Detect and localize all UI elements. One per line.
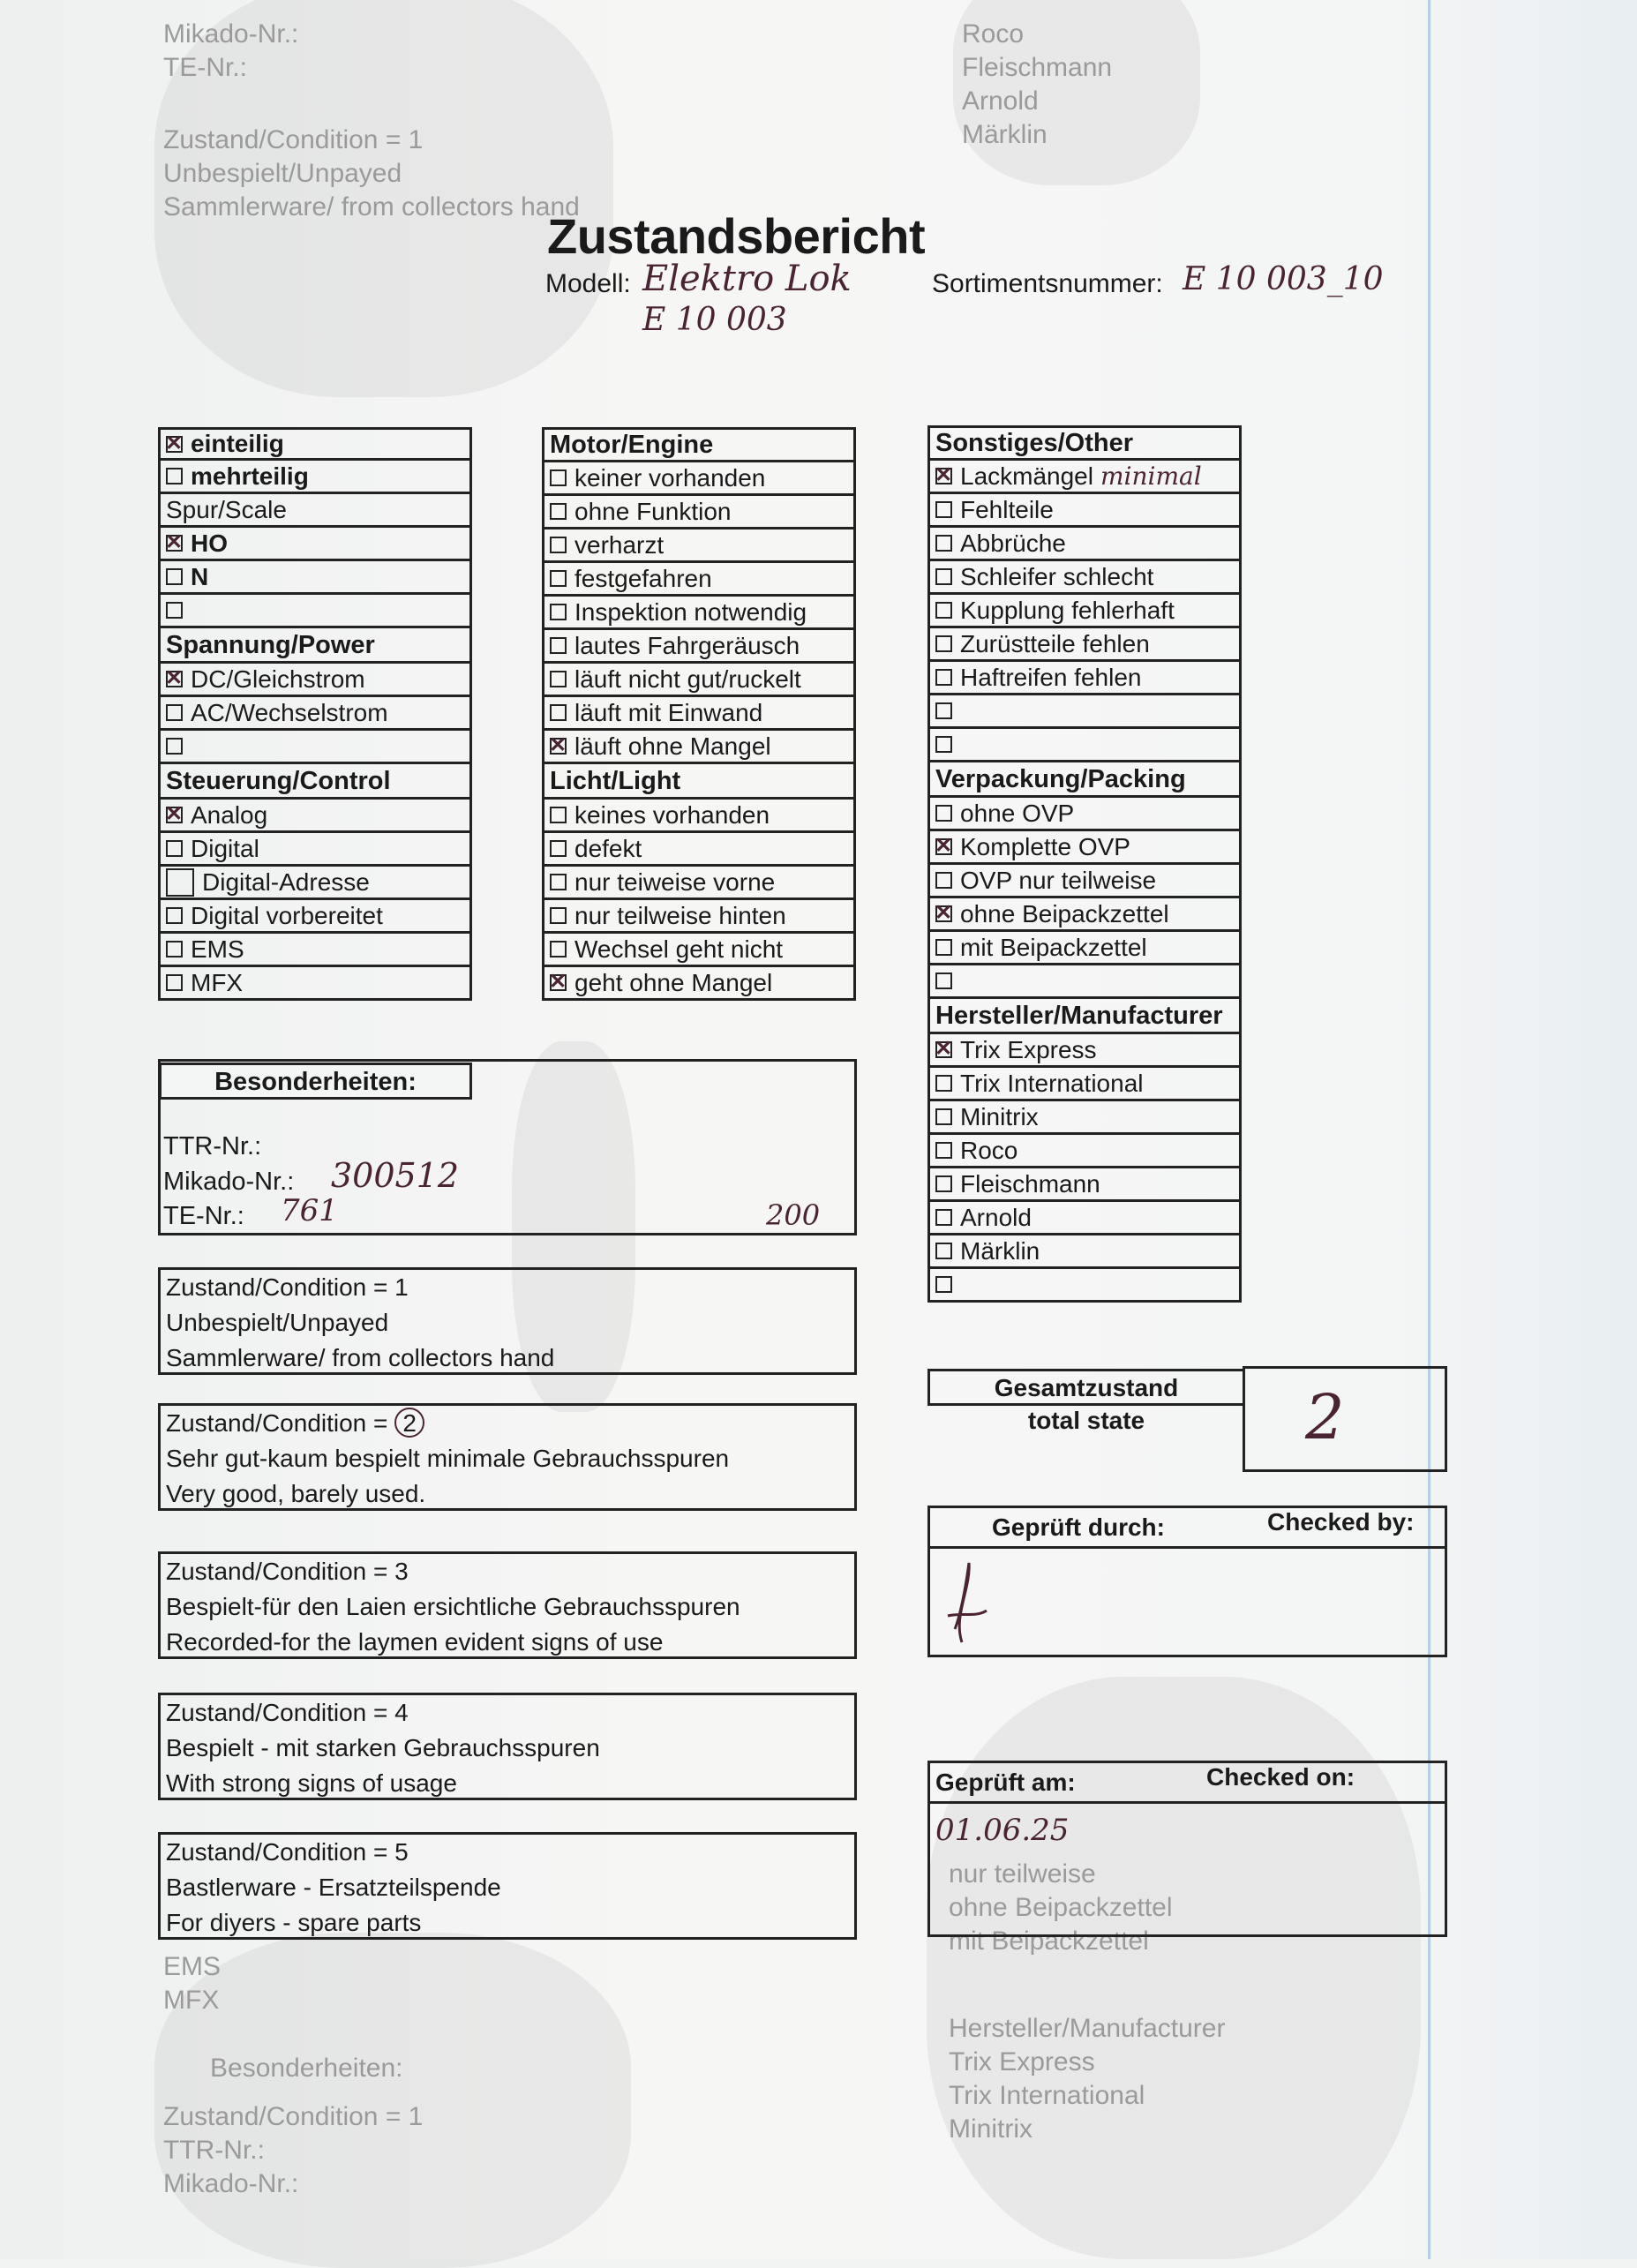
checkbox-row[interactable] [542,496,856,529]
condition-description: For diyers - spare parts [166,1909,422,1936]
condition-box[interactable] [158,1551,857,1659]
row-label: EMS [191,935,244,963]
condition-heading [161,1695,854,1731]
section-header [542,764,856,800]
mikado-label: Mikado-Nr.: [163,1168,295,1196]
checkbox-row[interactable] [542,697,856,731]
checkbox[interactable] [935,736,952,753]
checkbox[interactable] [166,704,183,721]
row-label: Trix Express [960,1035,1097,1063]
label-row [158,494,472,528]
checkbox[interactable] [550,537,567,553]
checkbox-row[interactable] [927,662,1242,695]
column-other-packing-manufacturer [927,425,1242,1303]
row-label: Trix International [960,1069,1144,1097]
condition-heading [161,1270,854,1305]
row-label: geht ohne Mangel [574,968,773,996]
checkbox[interactable] [550,807,567,823]
row-label: Licht/Light [550,766,681,795]
condition-description: Sammlerware/ from collectors hand [166,1344,555,1371]
row-label: Minitrix [960,1102,1039,1130]
row-label: lautes Fahrgeräusch [574,631,800,659]
checkbox-checked[interactable] [166,671,183,687]
checked-on-box[interactable] [927,1761,1447,1937]
checkbox-checked[interactable] [550,738,567,755]
checkbox-checked[interactable] [935,905,952,922]
checkbox[interactable] [166,468,183,484]
checkbox-row[interactable] [542,967,856,1001]
checkbox-row[interactable] [542,833,856,867]
checkbox[interactable] [935,1142,952,1159]
condition-heading-text: Zustand/Condition = 3 [166,1558,409,1585]
condition-description: Sehr gut-kaum bespielt minimale Gebrauchsspuren [166,1445,730,1472]
checked-by-label-de: Geprüft durch: [992,1513,1165,1541]
checkbox[interactable] [550,704,567,721]
checkbox[interactable] [935,1243,952,1259]
section-header [927,425,1242,461]
condition-description: Very good, barely used. [166,1480,426,1507]
row-label: Motor/Engine [550,431,714,459]
checkbox-row[interactable] [927,1034,1242,1068]
bleed-text: EMS MFX [163,1952,222,2015]
checkbox-row[interactable] [158,697,472,731]
condition-heading [161,1835,854,1870]
checkbox-row[interactable] [542,800,856,833]
row-label: Spannung/Power [166,630,375,659]
row-label: HO [191,529,228,557]
page-title: Zustandsbericht [547,208,926,264]
checkbox-row[interactable] [927,1068,1242,1101]
total-state-label: total state [1027,1407,1145,1434]
checkbox[interactable] [935,1209,952,1226]
checkbox-checked[interactable] [166,807,183,823]
row-label: Schleifer schlecht [960,562,1154,590]
row-label: Komplette OVP [960,832,1130,860]
row-label: AC/Wechselstrom [191,698,388,726]
besonderheiten-header: Besonderheiten: [159,1063,472,1100]
row-label: Verpackung/Packing [935,764,1186,793]
row-label: einteilig [191,430,284,457]
checkbox-row[interactable] [158,833,472,867]
checkbox[interactable] [935,602,952,619]
checked-by-box[interactable] [927,1506,1447,1657]
condition-description: Bespielt - mit starken Gebrauchsspuren [166,1734,600,1761]
bleed-text: Hersteller/Manufacturer Trix Express Trix International Minitrix [949,2014,1226,2144]
checkbox-row[interactable] [927,932,1242,965]
row-label: Fleischmann [960,1169,1100,1198]
checkbox-row[interactable] [542,664,856,697]
checkbox-row[interactable] [542,462,856,496]
row-label: Abbrüche [960,529,1066,557]
checkbox[interactable] [166,738,183,755]
condition-box[interactable] [158,1693,857,1800]
row-label: festgefahren [574,564,712,592]
condition-heading-text: Zustand/Condition = [166,1409,395,1437]
sortiment-label: Sortimentsnummer: [932,269,1163,298]
row-label: Digital [191,834,259,862]
row-label: Märklin [960,1236,1040,1265]
checkbox-checked[interactable] [550,974,567,991]
sortiment-value[interactable]: E 10 003_10 [1183,261,1384,297]
checkbox[interactable] [935,973,952,989]
row-label: Sonstiges/Other [935,429,1133,457]
checkbox-row[interactable] [158,595,472,628]
checkbox[interactable] [935,568,952,585]
bleed-text: Mikado-Nr.: TE-Nr.: [163,19,299,82]
condition-heading-text: Zustand/Condition = 4 [166,1699,409,1726]
checkbox-row[interactable] [158,664,472,697]
signature [935,1554,1006,1651]
column-general [158,427,472,1001]
bleed-text: Zustand/Condition = 1 Unbespielt/Unpayed Sammlerware/ from collectors hand [163,125,580,222]
checkbox-row[interactable] [927,1101,1242,1135]
circled-condition-number: 2 [394,1408,424,1438]
checkbox-row[interactable] [927,865,1242,898]
checked-on-label-de: Geprüft am: [935,1769,1076,1796]
checkbox-row[interactable] [158,528,472,561]
checkbox-row[interactable] [927,528,1242,561]
checkbox[interactable] [935,669,952,686]
checkbox[interactable] [550,671,567,687]
checkbox-row[interactable] [927,695,1242,729]
row-label: Fehlteile [960,495,1054,523]
row-label: Zurüstteile fehlen [960,629,1150,657]
checkbox-row[interactable] [158,900,472,934]
row-label: Lackmängel [960,462,1093,490]
checkbox[interactable] [550,907,567,924]
checkbox[interactable] [166,602,183,619]
checkbox-row[interactable] [542,630,856,664]
checkbox[interactable] [550,503,567,520]
checkbox-row[interactable] [927,1202,1242,1235]
checkbox-row[interactable] [927,1269,1242,1303]
row-label: Analog [191,800,268,829]
checkbox-row[interactable] [927,461,1242,494]
checkbox-row[interactable] [927,628,1242,662]
checkbox[interactable] [935,1075,952,1092]
checkbox-row[interactable] [542,529,856,563]
section-header [927,762,1242,798]
checkbox-row[interactable] [927,561,1242,595]
checkbox-checked[interactable] [935,1041,952,1058]
row-label: Spur/Scale [166,495,287,523]
condition-heading [161,1406,854,1441]
checkbox-row[interactable] [927,1168,1242,1202]
row-label: ohne Funktion [574,497,732,525]
checkbox[interactable] [935,872,952,889]
section-header [927,999,1242,1034]
section-header [158,628,472,664]
checkbox[interactable] [935,1108,952,1125]
condition-box[interactable] [158,1267,857,1375]
row-label: mit Beipackzettel [960,933,1147,961]
checkbox-row[interactable] [927,831,1242,865]
checkbox-row[interactable] [158,461,472,494]
checkbox[interactable] [166,868,194,897]
checkbox[interactable] [935,1276,952,1293]
checkbox-checked[interactable] [166,436,183,453]
row-label: OVP nur teilweise [960,866,1157,894]
row-label: keiner vorhanden [574,463,766,492]
checkbox-row[interactable] [158,731,472,764]
checkbox[interactable] [550,840,567,857]
checkbox[interactable] [550,637,567,654]
checkbox-row[interactable] [542,934,856,967]
model-value-line2[interactable]: E 10 003 [642,302,787,338]
checkbox-checked[interactable] [166,535,183,552]
checkbox[interactable] [935,535,952,552]
checkbox-checked[interactable] [935,468,952,484]
section-header [542,427,856,462]
checkbox[interactable] [166,907,183,924]
row-label: Haftreifen fehlen [960,663,1142,691]
checkbox[interactable] [935,635,952,652]
ttr-label: TTR-Nr.: [163,1132,262,1160]
checkbox-row[interactable] [927,1235,1242,1269]
row-label: Roco [960,1136,1018,1164]
checkbox-row[interactable] [927,798,1242,831]
condition-heading-text: Zustand/Condition = 5 [166,1838,409,1866]
row-label: N [191,562,209,590]
row-label: Wechsel geht nicht [574,935,784,963]
checkbox[interactable] [550,570,567,587]
checkbox-row[interactable] [927,595,1242,628]
checked-by-header [930,1508,1445,1549]
checkbox-row[interactable] [542,597,856,630]
checkbox-row[interactable] [158,867,472,900]
checkbox-row[interactable] [542,563,856,597]
checkbox[interactable] [935,1175,952,1192]
row-label: defekt [574,834,642,862]
row-label: Digital-Adresse [202,867,370,896]
checkbox-row[interactable] [927,1135,1242,1168]
checkbox-row[interactable] [542,900,856,934]
checkbox[interactable] [550,469,567,486]
row-label: Kupplung fehlerhaft [960,596,1175,624]
te-label: TE-Nr.: [163,1202,244,1230]
condition-box[interactable] [158,1403,857,1511]
checkbox-row[interactable] [542,731,856,764]
checkbox-row[interactable] [158,800,472,833]
besonderheiten-extra-value[interactable]: 200 [766,1198,821,1232]
checkbox[interactable] [935,702,952,719]
checkbox-checked[interactable] [935,838,952,855]
row-label: Steuerung/Control [166,766,391,795]
row-label: Digital vorbereitet [191,901,383,929]
te-value[interactable]: 761 [281,1193,338,1228]
mikado-value[interactable]: 300512 [331,1156,460,1195]
checkbox-row[interactable] [927,494,1242,528]
gesamtzustand-label: Gesamtzustand [927,1369,1245,1406]
row-label: keines vorhanden [574,800,770,829]
row-label: MFX [191,968,244,996]
model-value[interactable]: Elektro Lok [642,259,852,299]
condition-heading [161,1554,854,1589]
checkbox[interactable] [166,568,183,585]
condition-description: Bastlerware - Ersatzteilspende [166,1874,501,1901]
checkbox-row[interactable] [927,729,1242,762]
checked-on-value: 01.06.25 [935,1813,1070,1848]
row-label: Arnold [960,1203,1032,1231]
gesamtzustand-value: 2 [1305,1381,1345,1453]
checked-on-header [930,1763,1445,1804]
row-label: ohne OVP [960,799,1075,827]
bleed-text: Besonderheiten: [210,2054,403,2083]
checkbox[interactable] [550,874,567,890]
section-header [158,764,472,800]
checkbox[interactable] [166,974,183,991]
checkbox-row[interactable] [158,561,472,595]
checkbox[interactable] [935,939,952,956]
handwritten-note: minimal [1100,461,1202,491]
row-label: nur teilweise hinten [574,901,786,929]
checkbox[interactable] [166,840,183,857]
checkbox-row[interactable] [927,965,1242,999]
checkbox[interactable] [166,941,183,958]
row-label: Inspektion notwendig [574,597,807,626]
row-label: läuft nicht gut/ruckelt [574,665,801,693]
condition-box[interactable] [158,1832,857,1940]
row-label: läuft ohne Mangel [574,732,771,760]
checkbox-row[interactable] [542,867,856,900]
checkbox-row[interactable] [158,427,472,461]
condition-description: Bespielt-für den Laien ersichtliche Gebrauchsspuren [166,1593,740,1620]
checked-on-label-en: Checked on: [1206,1763,1355,1791]
checkbox-row[interactable] [158,934,472,967]
checkbox-row[interactable] [927,898,1242,932]
checked-by-label-en: Checked by: [1267,1508,1415,1536]
row-label: verharzt [574,530,665,559]
row-label: ohne Beipackzettel [960,899,1169,927]
condition-description: With strong signs of usage [166,1769,457,1797]
checkbox[interactable] [550,941,567,958]
checkbox[interactable] [935,501,952,518]
row-label: DC/Gleichstrom [191,665,365,693]
row-label: Hersteller/Manufacturer [935,1001,1223,1030]
row-label: mehrteilig [191,462,309,490]
condition-description: Unbespielt/Unpayed [166,1309,389,1336]
row-label: läuft mit Einwand [574,698,763,726]
checkbox[interactable] [550,604,567,620]
condition-heading-text: Zustand/Condition = 1 [166,1273,409,1301]
model-label: Modell: [545,269,631,298]
bleed-text: Roco Fleischmann Arnold Märklin [962,19,1113,149]
condition-description: Recorded-for the laymen evident signs of use [166,1628,664,1656]
gesamtzustand-value-box[interactable] [1243,1366,1447,1472]
row-label: nur teiweise vorne [574,867,776,896]
bleed-text: Zustand/Condition = 1 TTR-Nr.: Mikado-Nr.: [163,2102,424,2198]
bleed-text: nur teilweise ohne Beipackzettel mit Beipackzettel [949,1859,1173,1956]
column-motor-light [542,427,856,1001]
checkbox[interactable] [935,805,952,822]
checkbox-row[interactable] [158,967,472,1001]
